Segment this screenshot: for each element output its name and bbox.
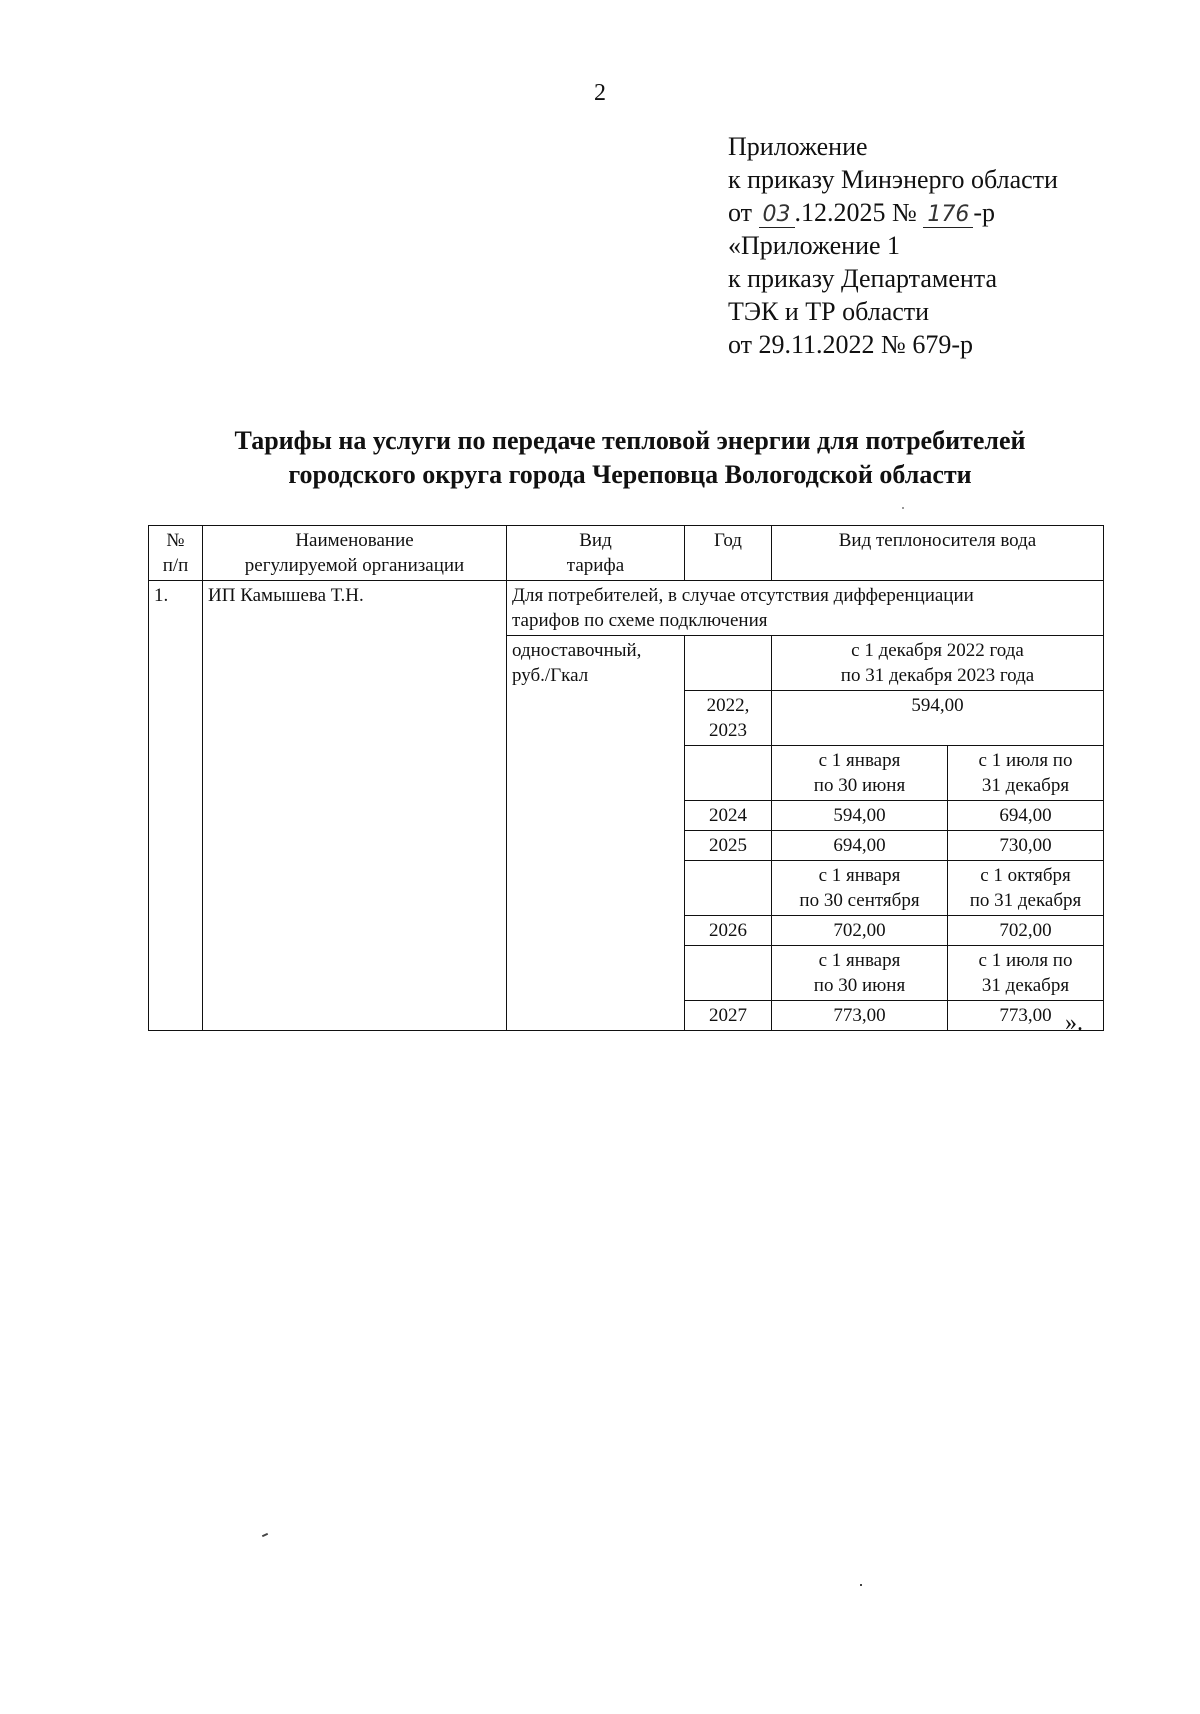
value-2026-a: 702,00 bbox=[772, 916, 948, 946]
row-number: 1. bbox=[149, 581, 203, 1031]
date-rest: .12.2025 № bbox=[794, 198, 917, 227]
header-organization: Наименование регулируемой организации bbox=[203, 526, 507, 581]
year-cell-empty bbox=[685, 861, 772, 916]
table-row bbox=[149, 581, 1104, 636]
value-2024-h2: 694,00 bbox=[948, 801, 1104, 831]
number-suffix: -р bbox=[973, 198, 996, 227]
value-2027-h2: 773,00 bbox=[948, 1001, 1104, 1031]
closing-quote: ». bbox=[1065, 1010, 1083, 1036]
value-2024-h1: 594,00 bbox=[772, 801, 948, 831]
year-2027: 2027 bbox=[685, 1001, 772, 1031]
appendix-line-5: к приказу Департамента bbox=[728, 264, 998, 293]
date-prefix: от bbox=[728, 198, 753, 227]
period-jan-jun: с 1 января по 30 июня bbox=[772, 746, 948, 801]
tariff-type: одноставочный, руб./Гкал bbox=[507, 636, 685, 1031]
organization-name: ИП Камышева Т.Н. bbox=[203, 581, 507, 1031]
value-2026-b: 702,00 bbox=[948, 916, 1104, 946]
appendix-line-7: от 29.11.2022 № 679-р bbox=[728, 330, 974, 359]
appendix-line-1: Приложение bbox=[728, 132, 868, 161]
period-oct-dec: с 1 октября по 31 декабря bbox=[948, 861, 1104, 916]
value-2025-h1: 694,00 bbox=[772, 831, 948, 861]
period-2022: с 1 декабря 2022 года по 31 декабря 2023 года bbox=[772, 636, 1104, 691]
year-cell-empty bbox=[685, 746, 772, 801]
scan-speck bbox=[262, 1533, 268, 1537]
handwritten-number: 176 bbox=[923, 203, 973, 228]
year-2026: 2026 bbox=[685, 916, 772, 946]
year-cell-empty bbox=[685, 636, 772, 691]
title-line-2: городского округа города Череповца Вологодской области bbox=[288, 460, 972, 489]
header-num: № п/п bbox=[149, 526, 203, 581]
header-tariff-type: Вид тарифа bbox=[507, 526, 685, 581]
year-2025: 2025 bbox=[685, 831, 772, 861]
page-number: 2 bbox=[594, 80, 606, 106]
appendix-date-line bbox=[728, 196, 1058, 229]
scan-speck bbox=[902, 507, 904, 509]
appendix-block bbox=[728, 130, 1058, 361]
value-2022-2023: 594,00 bbox=[772, 691, 1104, 746]
period-jan-sep: с 1 января по 30 сентября bbox=[772, 861, 948, 916]
year-2022-2023: 2022, 2023 bbox=[685, 691, 772, 746]
header-carrier: Вид теплоносителя вода bbox=[772, 526, 1104, 581]
value-2025-h2: 730,00 bbox=[948, 831, 1104, 861]
consumers-note: Для потребителей, в случае отсутствия дифференциации тарифов по схеме подключения bbox=[507, 581, 1104, 636]
handwritten-day: 03 bbox=[759, 203, 795, 228]
appendix-line-2: к приказу Минэнерго области bbox=[728, 165, 1058, 194]
value-2027-h1: 773,00 bbox=[772, 1001, 948, 1031]
scan-speck bbox=[860, 1584, 862, 1586]
period-jul-dec: с 1 июля по 31 декабря bbox=[948, 746, 1104, 801]
period-jan-jun: с 1 января по 30 июня bbox=[772, 946, 948, 1001]
header-row bbox=[149, 526, 1104, 581]
year-cell-empty bbox=[685, 946, 772, 1001]
year-2024: 2024 bbox=[685, 801, 772, 831]
header-year: Год bbox=[685, 526, 772, 581]
tariff-table bbox=[148, 525, 1104, 1031]
document-title bbox=[150, 424, 1110, 492]
title-line-1: Тарифы на услуги по передаче тепловой энергии для потребителей bbox=[234, 426, 1026, 455]
period-jul-dec: с 1 июля по 31 декабря bbox=[948, 946, 1104, 1001]
appendix-line-6: ТЭК и ТР области bbox=[728, 297, 930, 326]
appendix-line-4: «Приложение 1 bbox=[728, 231, 901, 260]
